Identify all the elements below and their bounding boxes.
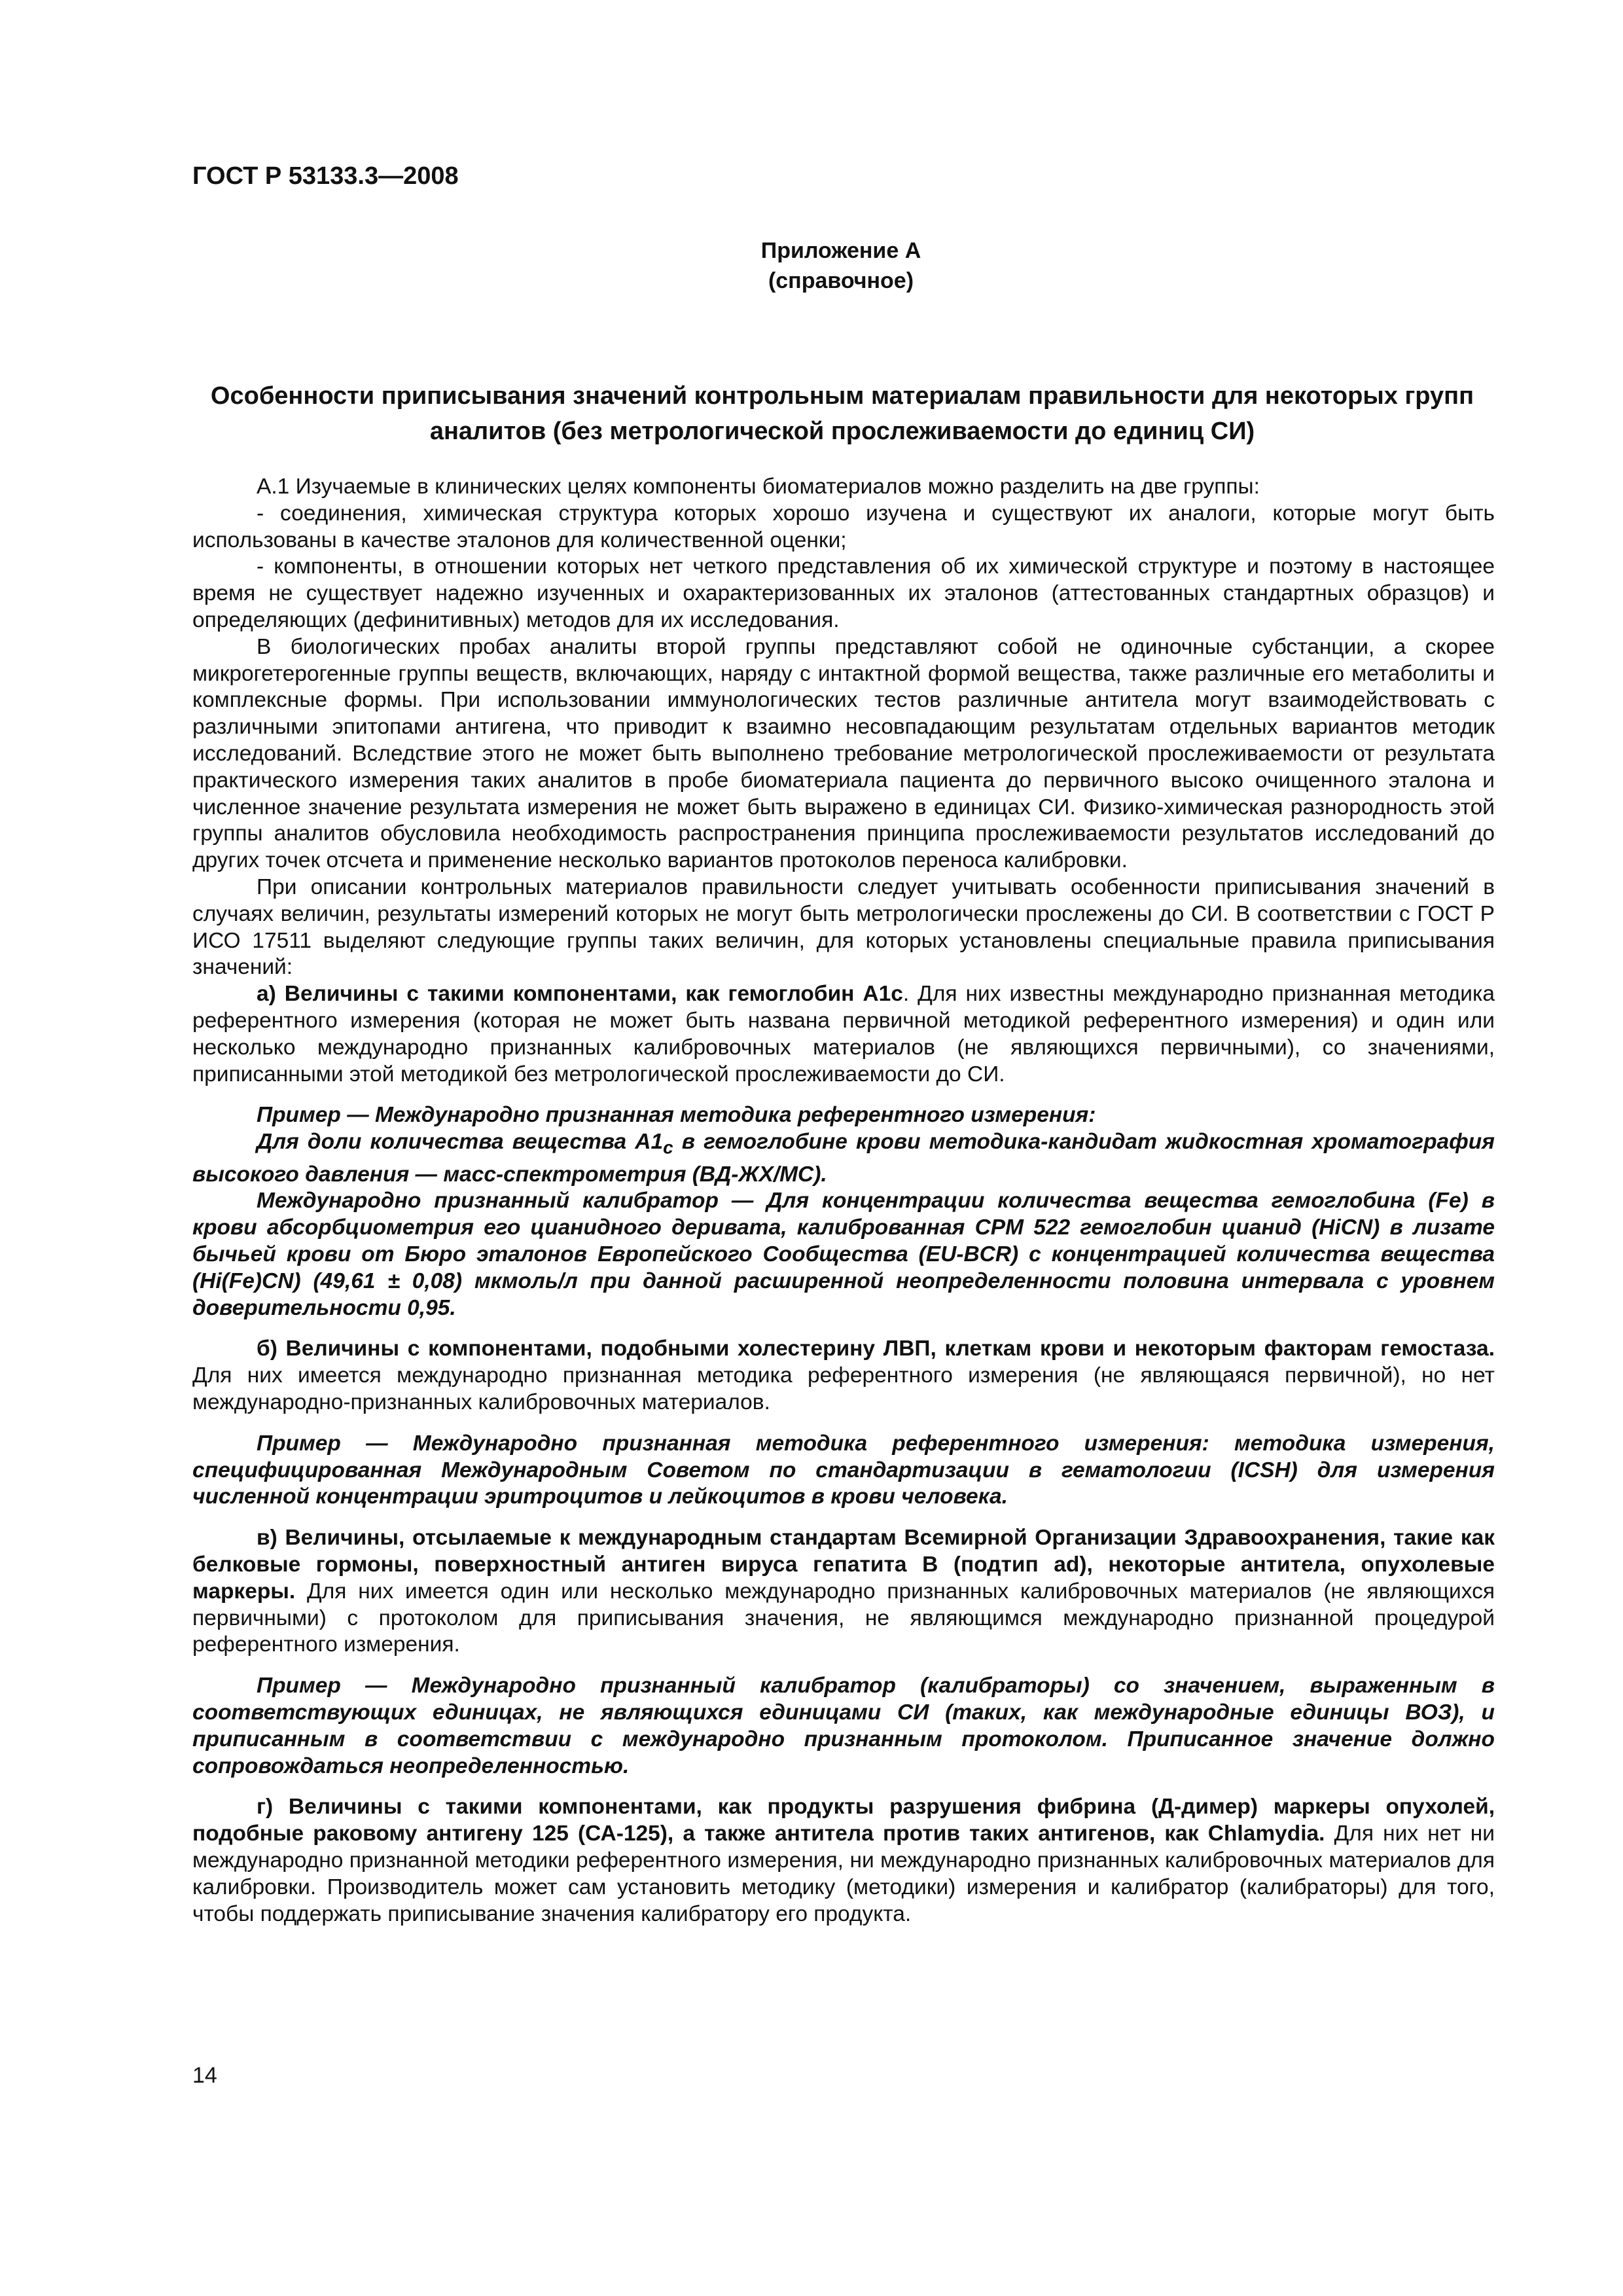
standard-designation: ГОСТ Р 53133.3—2008 [192,162,459,190]
example-1-calibrator: Международно признанный калибратор — Для концентрации количества вещества гемоглобина (Fe) в крови абсорбциометрия его цианидного деривата, калиброванная СРМ 522 гемоглобин цианид (HiCN) в лизате бычьей крови от Бюро эталонов Европейского Сообщества (EU-BCR) с концентрацией количества вещества (Hi(Fe)CN) (49,61 ± 0,08) мкмоль/л при данной расширенной неопределенности половина интервала с уровнем доверительности 0,95. [192,1189,1495,1320]
item-a-heading: а) Величины с такими компонентами, как гемоглобин А1с [257,982,903,1007]
paragraph-a1: А.1 Изучаемые в клинических целях компоненты биоматериалов можно разделить на две группы: [257,475,1260,499]
paragraph-item-v [192,1525,1495,1659]
paragraph-group-1: - соединения, химическая структура которых хорошо изучена и существуют их аналоги, которые могут быть использованы в качестве эталонов для количественной оценки; [192,501,1495,552]
annex-type: (справочное) [768,268,914,293]
example-3: Пример — Международно признанный калибратор (калибраторы) со значением, выраженным в соответствующих единицах, не являющихся единицами СИ (таких, как международные единицы ВОЗ), и приписанным в соответствии с международно признанным протоколом. Приписанное значение должно сопровождаться неопределенностью. [192,1674,1495,1778]
paragraph-item-g [192,1794,1495,1928]
paragraph-item-a [192,981,1495,1088]
item-v-heading: в) Величины, отсылаемые к международным стандартам Всемирной Организации Здравоохранения, такие как белковые гормоны, поверхностный антиген вируса гепатита В (подтип ad), некоторые антитела, опухолевые маркеры. [192,1526,1495,1604]
subscript-c: c [663,1137,673,1158]
item-a-text: . Для них известны международно признанная методика референтного измерения (которая не может быть названа первичной методикой референтного измерения) и один или несколько международно признанных калибровочных материалов (не являющихся первичными), со значениями, приписанными этой методикой без метрологической прослеживаемости до СИ. [192,982,1495,1086]
item-b-text: Для них имеется международно признанная методика референтного измерения (не являющаяся первичной), но нет международно-признанных калибровочных материалов. [192,1363,1495,1414]
page-number: 14 [192,2063,217,2088]
example-1-method: Для доли количества вещества $А1_c$ в гемоглобине крови методика-кандидат жидкостная хроматография высокого давления — масс-спектрометрия (ВД-ЖХ/МС). [192,1130,1495,1187]
document-body [192,474,1495,1928]
item-g-text: Для них нет ни международно признанной методики референтного измерения, ни международно признанных калибровочных материалов для калибровки. Производитель может сам установить методику (методики) измерения и калибратор (калибраторы) для того, чтобы поддержать приписывание значения калибратору его продукта. [192,1821,1495,1926]
item-g-heading: г) Величины с такими компонентами, как продукты разрушения фибрина (Д-димер) маркеры опухолей, подобные раковому антигену 125 (СА-125), а также антитела против таких антигенов, как Chlamydia. [192,1795,1495,1846]
annex-name: Приложение А [760,238,921,263]
item-b-heading: б) Величины с компонентами, подобными холестерину ЛВП, клеткам крови и некоторым факторам гемостаза. [257,1336,1495,1361]
example-2: Пример — Международно признанная методика референтного измерения: методика измерения, специфицированная Международным Советом по стандартизации в гематологии (ICSH) для измерения численной концентрации эритроцитов и лейкоцитов в крови человека. [192,1431,1495,1509]
example-1-heading: Пример — Международно признанная методика референтного измерения: [257,1103,1096,1128]
paragraph-group-2: - компоненты, в отношении которых нет четкого представления об их химической структуре и поэтому в настоящее время не существует надежно изученных и охарактеризованных их эталонов (аттестованных стандартных образцов) и определяющих (дефинитивных) методов для их исследования. [192,554,1495,632]
annex-title: Особенности приписывания значений контрольным материалам правильности для некоторых групп аналитов (без метрологической прослеживаемости до единиц СИ) [210,382,1474,445]
item-v-text: Для них имеется один или несколько международно признанных калибровочных материалов (не являющихся первичными) с протоколом для приписывания значения, не являющимся международно признанной процедурой референтного измерения. [192,1579,1495,1657]
paragraph-control-materials: При описании контрольных материалов правильности следует учитывать особенности приписывания значений в случаях величин, результаты измерений которых не могут быть метрологически прослежены до СИ. В соответствии с ГОСТ Р ИСО 17511 выделяют следующие группы таких величин, для которых установлены специальные правила приписывания значений: [192,874,1495,980]
paragraph-biological-samples: В биологических пробах аналиты второй группы представляют собой не одиночные субстанции, а скорее микрогетерогенные группы веществ, включающих, наряду с интактной формой вещества, также различные его метаболиты и комплексные формы. При использовании иммунологических тестов различные антитела могут взаимодействовать с различными эпитопами антигена, что приводит к взаимно несовпадающим результатам отдельных вариантов методик исследований. Вследствие этого не может быть выполнено требование метрологической прослеживаемости от результата практического измерения таких аналитов в пробе биоматериала пациента до первичного высоко очищенного эталона и численное значение результата измерения не может быть выражено в единицах СИ. Физико-химическая разнородность этой группы аналитов обусловила необходимость распространения принципа прослеживаемости результатов исследований до других точек отсчета и применение несколько вариантов протоколов переноса калибровки. [192,634,1495,873]
annex-heading [0,236,1623,296]
paragraph-item-b [192,1336,1495,1416]
